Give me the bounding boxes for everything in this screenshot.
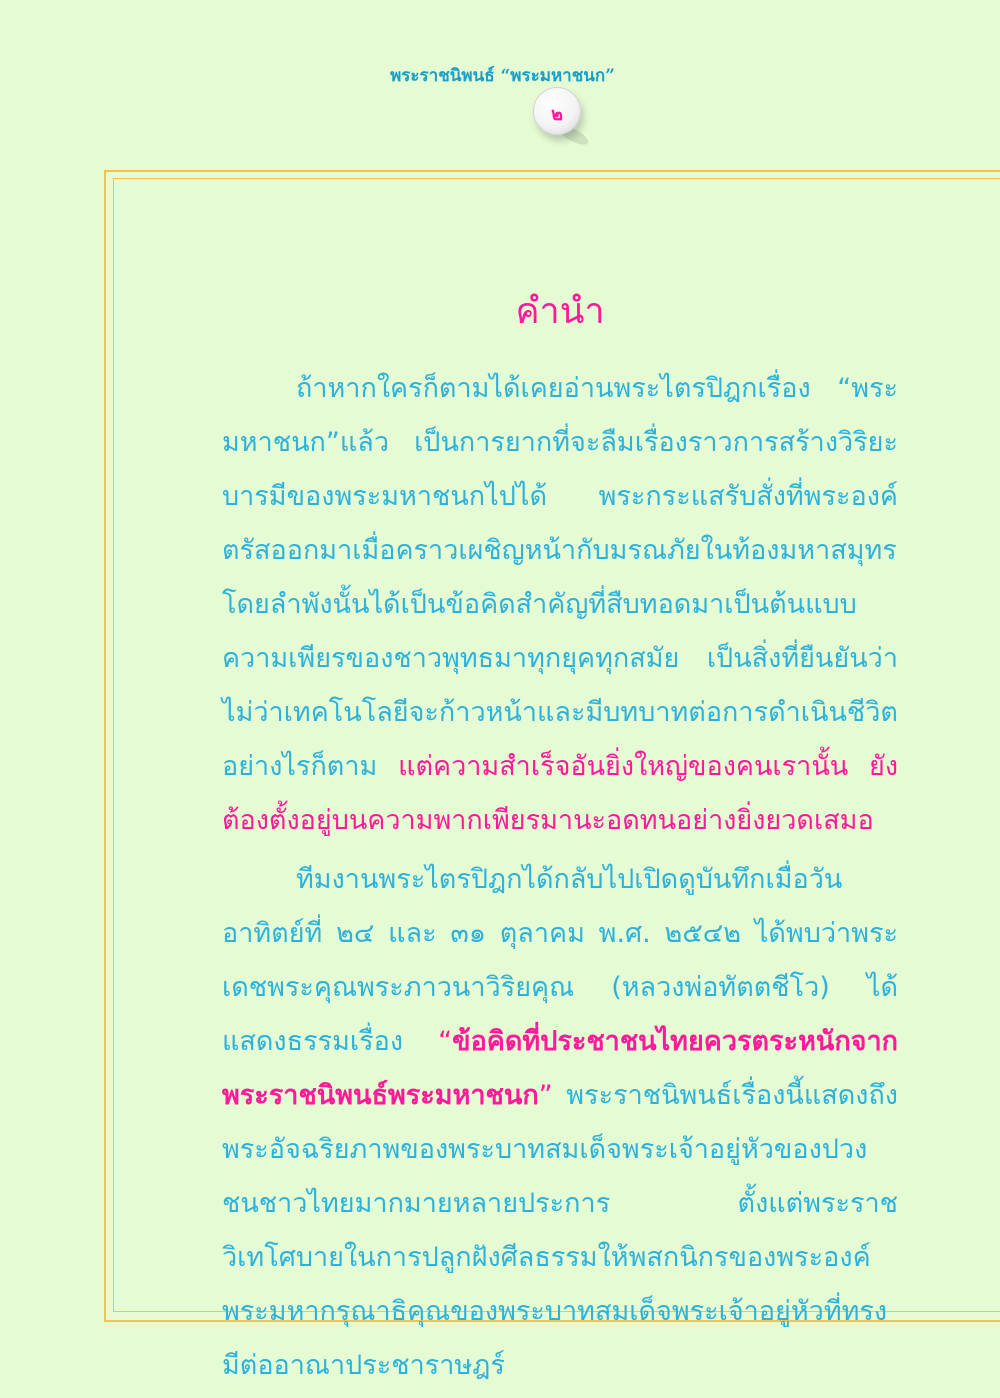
page-title: คำนำ <box>515 291 605 333</box>
paragraph-1-text: ถ้าหากใครก็ตามได้เคยอ่านพระไตรปิฎกเรื่อง “พระมหาชนก”แล้ว เป็นการยากที่จะลืมเรื่องราวการสร้างวิริยะบารมีของพระมหาชนกไปได้ พระกระแสรับสั่งที่พระองค์ตรัสออกมาเมื่อคราวเผชิญหน้ากับมรณภัยในท้องมหาสมุทรโดยลำพังนั้นได้เป็นข้อคิดสำคัญที่สืบทอดมาเป็นต้นแบบความเพียรของชาวพุทธมาทุกยุคทุกสมัย เป็นสิ่งที่ยืนยันว่า ไม่ว่าเทคโนโลยีจะก้าวหน้าและมีบทบาทต่อการดำเนินชีวิตอย่างไรก็ตาม <box>222 373 898 782</box>
paragraph-2-text-start: ทีมงานพระไตรปิฎกได้กลับไปเปิดดูบันทึกเมื่อวันอาทิตย์ที่ ๒๔ และ ๓๑ ตุลาคม พ.ศ. ๒๕๔๒ ได้พบว่าพระเดชพระคุณพระภาวนาวิริยคุณ (หลวงพ่อทัตตชีโว) ได้แสดงธรรมเรื่อง <box>222 864 898 1057</box>
running-header: พระราชนิพนธ์ “พระมหาชนก” <box>390 66 615 86</box>
paragraph-1-highlight: แต่ความสำเร็จอันยิ่งใหญ่ของคนเรานั้น ยังต้องตั้งอยู่บนความพากเพียรมานะอดทนอย่างยิ่งยวดเสมอ <box>222 751 898 836</box>
paragraph-2 <box>222 853 898 1393</box>
paragraph-2-highlight: ข้อคิดที่ประชาชนไทยควรตระหนักจากพระราชนิพนธ์พระมหาชนก <box>222 1026 898 1111</box>
paragraph-1 <box>222 362 898 848</box>
paragraph-2-close-quote: ” <box>538 1080 553 1111</box>
paragraph-2-open-quote: “ <box>438 1026 453 1057</box>
page-number: ๒ <box>551 104 563 125</box>
body-text <box>222 362 898 1398</box>
page-number-badge <box>533 87 581 135</box>
paragraph-2-text-end: พระราชนิพนธ์เรื่องนี้แสดงถึงพระอัจฉริยภาพของพระบาทสมเด็จพระเจ้าอยู่หัวของปวงชนชาวไทยมากมายหลายประการ ตั้งแต่พระราชวิเทโศบายในการปลูกฝังศีลธรรมให้พสกนิกรของพระองค์ พระมหากรุณาธิคุณของพระบาทสมเด็จพระเจ้าอยู่หัวที่ทรงมีต่ออาณาประชาราษฎร์ <box>222 1080 898 1381</box>
